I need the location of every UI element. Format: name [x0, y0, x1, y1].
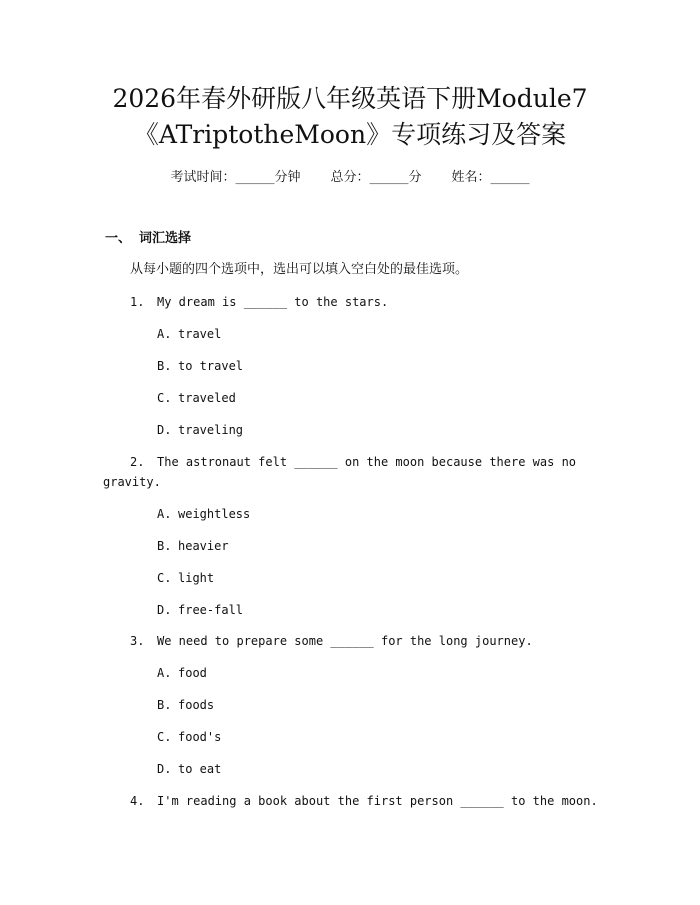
student-name-field: 姓名：______	[451, 170, 530, 185]
exam-meta	[0, 168, 700, 188]
option-letter: D.	[157, 423, 172, 437]
question-1-option-a	[157, 324, 221, 344]
total-score-field: 总分：______分	[330, 170, 422, 185]
option-text: to eat	[178, 762, 222, 776]
option-letter: C.	[157, 730, 172, 744]
question-1-option-d	[157, 420, 243, 440]
section-number: 一、	[105, 231, 132, 246]
question-number: 4.	[130, 794, 145, 808]
question-1-option-b	[157, 356, 243, 376]
exam-time-field: 考试时间：______分钟	[170, 170, 301, 185]
option-letter: A.	[157, 507, 172, 521]
question-text: My dream is ______ to the stars.	[157, 295, 389, 309]
question-2	[130, 452, 576, 472]
question-3-option-c	[157, 727, 221, 747]
section-instruction: 从每小题的四个选项中，选出可以填入空白处的最佳选项。	[130, 262, 469, 277]
option-text: heavier	[178, 539, 229, 553]
question-2-option-d	[157, 600, 243, 620]
question-3-option-b	[157, 695, 214, 715]
option-text: light	[178, 571, 215, 585]
question-2-option-b	[157, 536, 229, 556]
section-heading	[105, 229, 191, 249]
question-text: I'm reading a book about the first person ______ to the moon.	[157, 794, 598, 808]
question-text: We need to prepare some ______ for the long journey.	[157, 634, 533, 648]
question-number: 2.	[130, 455, 145, 469]
option-letter: B.	[157, 359, 172, 373]
section-title: 词汇选择	[139, 231, 192, 246]
option-letter: B.	[157, 698, 172, 712]
option-text: food's	[178, 730, 222, 744]
question-text: The astronaut felt ______ on the moon because there was no	[157, 455, 577, 469]
option-text: foods	[178, 698, 215, 712]
option-letter: D.	[157, 603, 172, 617]
question-1-option-c	[157, 388, 236, 408]
option-letter: A.	[157, 666, 172, 680]
question-4	[130, 791, 598, 811]
question-3-option-d	[157, 759, 221, 779]
option-text: food	[178, 666, 207, 680]
question-number: 3.	[130, 634, 145, 648]
option-letter: A.	[157, 327, 172, 341]
question-1	[130, 292, 388, 312]
option-text: traveling	[178, 423, 244, 437]
option-letter: B.	[157, 539, 172, 553]
option-letter: C.	[157, 391, 172, 405]
question-3	[130, 631, 533, 651]
option-text: weightless	[178, 507, 251, 521]
document-title-line-1: 2026年春外研版八年级英语下册Module7	[112, 84, 588, 113]
question-3-option-a	[157, 663, 207, 683]
option-text: traveled	[178, 391, 236, 405]
question-2-option-c	[157, 568, 214, 588]
option-text: free-fall	[178, 603, 244, 617]
question-2-option-a	[157, 504, 250, 524]
document-title-line-2: 《ATriptotheMoon》专项练习及答案	[133, 120, 567, 149]
option-letter: D.	[157, 762, 172, 776]
question-number: 1.	[130, 295, 145, 309]
question-2-continuation: gravity.	[103, 475, 161, 489]
option-letter: C.	[157, 571, 172, 585]
option-text: to travel	[178, 359, 244, 373]
option-text: travel	[178, 327, 222, 341]
